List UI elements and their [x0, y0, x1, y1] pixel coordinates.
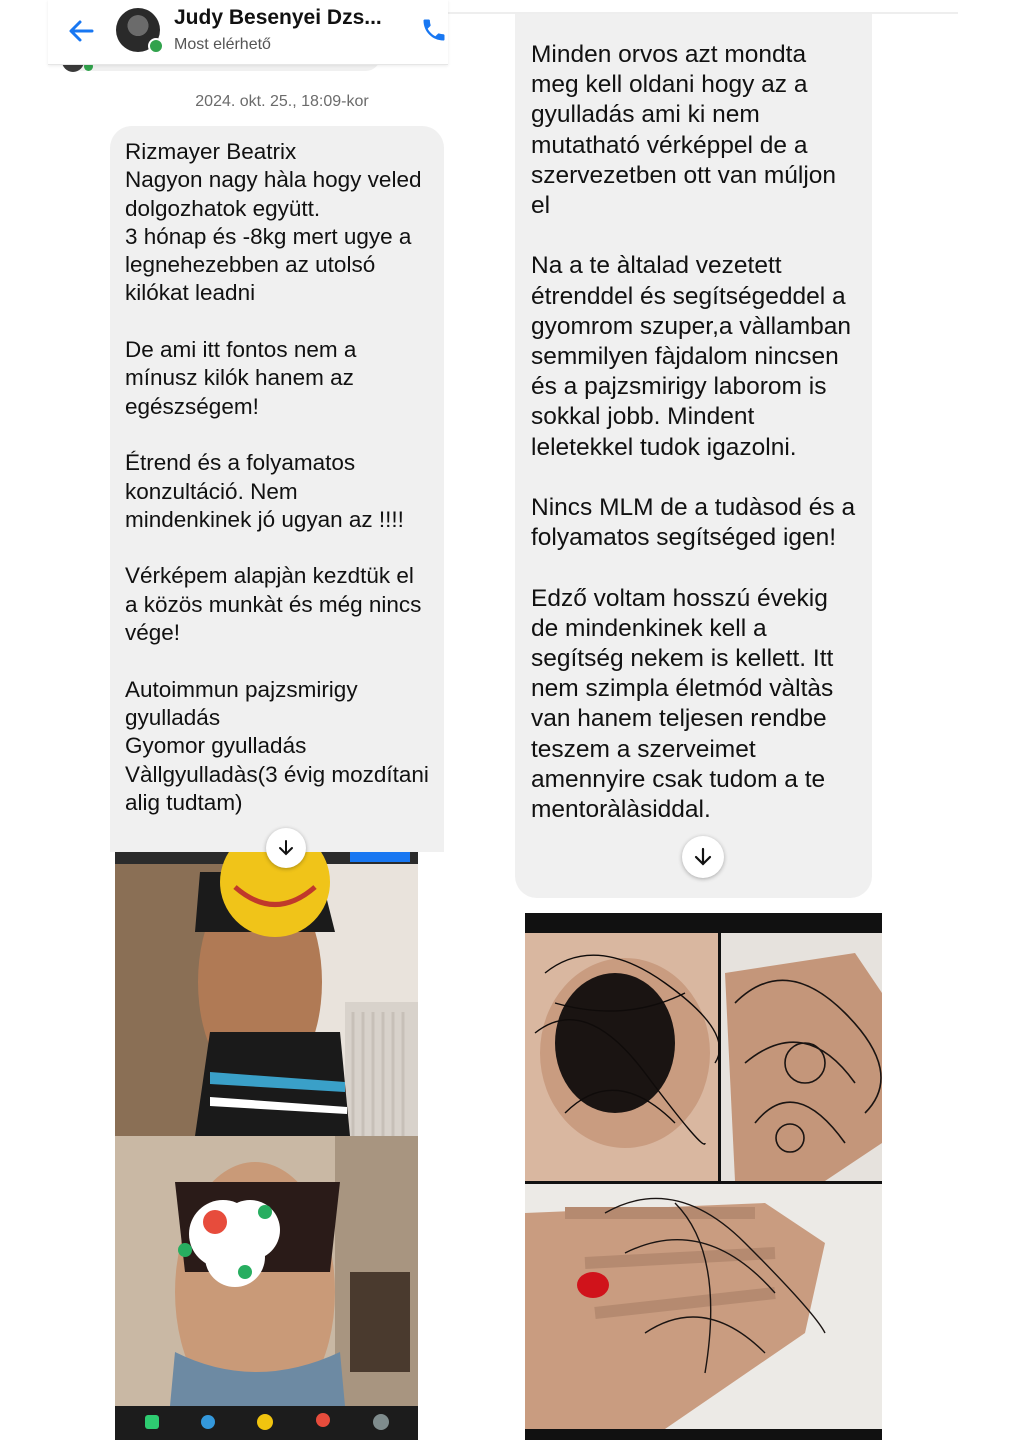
chat-header: [48, 0, 448, 65]
photo-collage: [115, 852, 418, 1440]
message-bubble-left: Rizmayer Beatrix Nagyon nagy hàla hogy veled dolgozhatok együtt. 3 hónap és -8kg mert ugye a legnehezebben az utolsó kilókat leadni De ami itt fontos nem a mínusz kilók hanem az egészségem! Étrend és a folyamatos konzultáció. Nem mindenkinek jó ugyan az !!!! Vérképem alapjàn kezdtük el a közös munkàt és még nincs vége! Autoimmun pajzsmirigy gyulladás Gyomor gyulladás Vàllgyulladàs(3 évig mozdítani alig tudtam): [110, 126, 444, 852]
photo-collage: [525, 913, 882, 1440]
contact-name[interactable]: Judy Besenyei Dzs...: [174, 6, 382, 29]
before-after-photo[interactable]: [115, 852, 418, 1440]
message-bubble-right: Minden orvos azt mondta meg kell oldani hogy az a gyulladás ami ki nem mutatható vérképpel de a szervezetben ott van múljon el Na a te àltalad vezetett étrenddel és segítségeddel a gyomrom szuper,a vàllamban semmilyen fàjdalom nincsen és a pajzsmirigy laborom is sokkal jobb. Mindent leletekkel tudok igazolni. Nincs MLM de a tudàsod és a folyamatos segítséged igen! Edző voltam hosszú évekig de mindenkinek kell a segítség nekem is kellett. Itt nem szimpla életmód vàltàs van hanem teljesen rendbe teszem a szerveimet amennyire csak tudom a te mentoràlàsiddal.: [515, 14, 872, 898]
arrow-left-icon[interactable]: [66, 16, 96, 46]
phone-icon[interactable]: [420, 16, 448, 44]
scroll-down-button[interactable]: [266, 828, 306, 868]
arrow-down-icon: [693, 847, 713, 867]
scroll-down-button[interactable]: [682, 836, 724, 878]
arrow-down-icon: [277, 839, 295, 857]
contact-status: Most elérhető: [174, 36, 271, 53]
message-timestamp: 2024. okt. 25., 18:09-kor: [195, 93, 369, 110]
online-indicator: [148, 38, 164, 54]
hair-loss-photo[interactable]: [525, 913, 882, 1440]
